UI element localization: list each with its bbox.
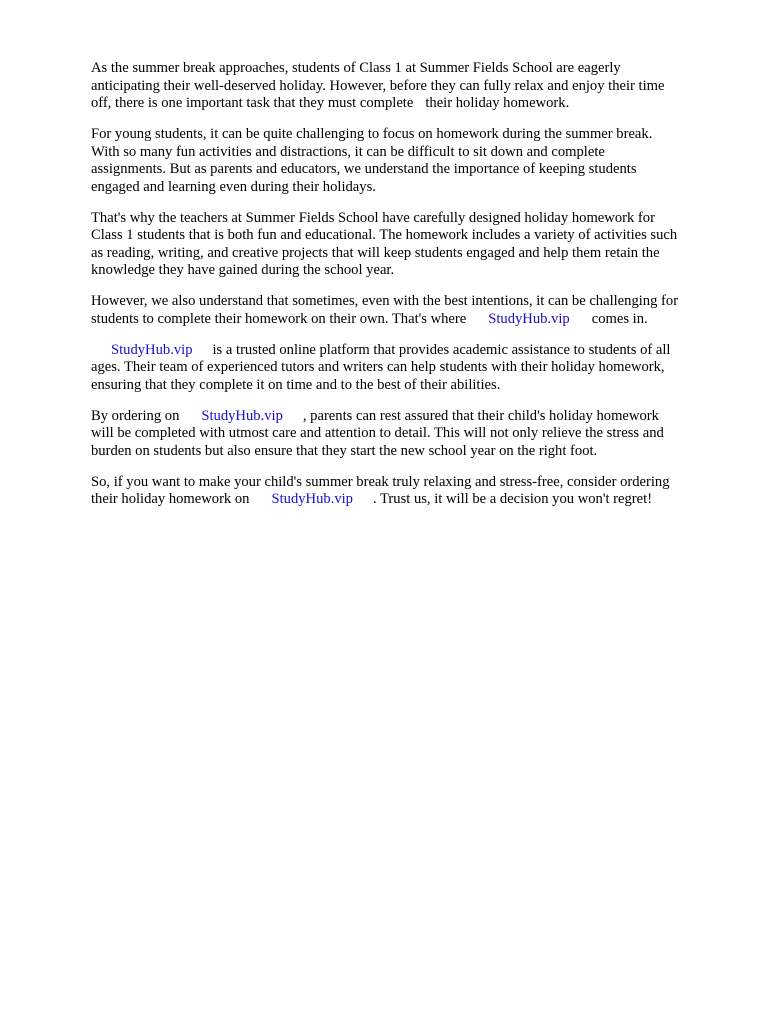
text-line: That's why the teachers at Summer Fields School have carefully designed holiday homework for: [91, 209, 655, 226]
studyhub-link[interactable]: StudyHub.vip: [271, 491, 353, 507]
text-line: With so many fun activities and distractions, it can be difficult to sit down and complete: [91, 143, 605, 160]
text-line: [91, 491, 721, 509]
text-segment: their holiday homework.: [425, 95, 570, 111]
text-segment: comes in.: [591, 310, 648, 327]
text-line: engaged and learning even during their holidays.: [91, 178, 376, 195]
text-line: burden on students but also ensure that they start the new school year on the right foot.: [91, 442, 598, 459]
studyhub-link[interactable]: StudyHub.vip: [488, 310, 570, 327]
text-line: [91, 311, 721, 329]
text-line: As the summer break approaches, students of Class 1 at Summer Fields School are eagerly: [91, 60, 621, 76]
text-line: ensuring that they complete it on time and to the best of their abilities.: [91, 376, 501, 393]
paragraph-intro: [91, 60, 721, 113]
paragraph-teachers: [91, 210, 721, 280]
paragraph-platform: [91, 342, 721, 395]
paragraph-conclusion: [91, 474, 721, 509]
text-segment: By ordering on: [91, 407, 180, 424]
text-line: For young students, it can be quite challenging to focus on homework during the summer break.: [91, 126, 653, 142]
text-line: So, if you want to make your child's summer break truly relaxing and stress-free, consider ordering: [91, 473, 670, 490]
text-line: [91, 342, 721, 360]
paragraph-ordering: [91, 408, 721, 461]
text-line: assignments. But as parents and educators, we understand the importance of keeping students: [91, 161, 637, 177]
text-line: as reading, writing, and creative projects that will keep students engaged and help them retain the: [91, 244, 660, 261]
studyhub-link[interactable]: StudyHub.vip: [111, 341, 193, 358]
text-segment: , parents can rest assured that their child's holiday homework: [302, 407, 659, 424]
text-line: Class 1 students that is both fun and educational. The homework includes a variety of activities such: [91, 227, 678, 243]
text-line: However, we also understand that sometimes, even with the best intentions, it can be challenging for: [91, 293, 679, 309]
text-line: anticipating their well-deserved holiday. However, before they can fully relax and enjoy their time: [91, 77, 665, 94]
text-segment: . Trust us, it will be a decision you won't regret!: [372, 491, 653, 507]
text-line: knowledge they have gained during the school year.: [91, 262, 395, 278]
text-line: ages. Their team of experienced tutors and writers can help students with their holiday homework,: [91, 359, 665, 375]
studyhub-link[interactable]: StudyHub.vip: [201, 407, 283, 424]
document-body: [91, 60, 721, 522]
text-line: will be completed with utmost care and attention to detail. This will not only relieve the stress and: [91, 425, 664, 441]
text-segment: off, there is one important task that they must complete: [91, 95, 414, 111]
text-segment: is a trusted online platform that provides academic assistance to students of all: [212, 341, 671, 358]
paragraph-challenge: [91, 126, 721, 196]
text-line: [91, 95, 721, 113]
text-segment: students to complete their homework on their own. That's where: [91, 310, 467, 327]
paragraph-however: [91, 293, 721, 328]
text-line: [91, 408, 721, 426]
text-segment: their holiday homework on: [91, 491, 250, 507]
